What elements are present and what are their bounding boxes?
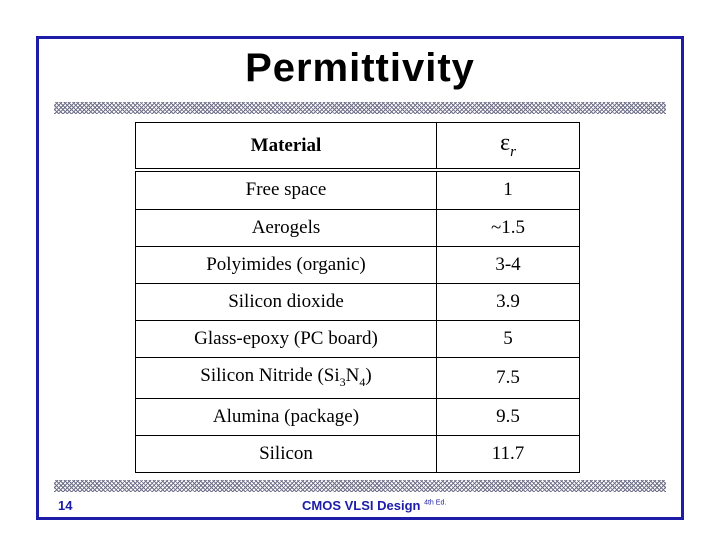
material-cell: Glass-epoxy (PC board) <box>136 320 437 357</box>
table-row <box>136 209 580 246</box>
footer-main-text: CMOS VLSI Design <box>302 498 421 513</box>
value-cell: 9.5 <box>437 399 580 436</box>
table-row <box>136 320 580 357</box>
top-divider <box>54 102 666 114</box>
table-row <box>136 170 580 209</box>
value-cell: 3.9 <box>437 283 580 320</box>
bottom-divider <box>54 480 666 492</box>
material-text: Silicon Nitride (Si <box>200 365 340 387</box>
value-cell: ~1.5 <box>437 209 580 246</box>
value-cell: 7.5 <box>437 357 580 398</box>
footer-course-title <box>302 498 446 513</box>
material-cell: Aerogels <box>136 209 437 246</box>
slide-title: Permittivity <box>245 46 475 90</box>
subscript: 4 <box>359 375 366 390</box>
value-cell: 11.7 <box>437 435 580 472</box>
table-row <box>136 399 580 436</box>
table-row <box>136 246 580 283</box>
page-number: 14 <box>58 498 73 513</box>
material-text: ) <box>365 365 372 387</box>
permittivity-table <box>135 122 580 473</box>
table-row <box>136 283 580 320</box>
material-cell: Alumina (package) <box>136 399 437 436</box>
value-cell: 1 <box>437 170 580 209</box>
material-cell: Silicon dioxide <box>136 283 437 320</box>
epsilon-subscript: r <box>510 143 516 160</box>
subscript: 3 <box>339 375 346 390</box>
material-cell: Polyimides (organic) <box>136 246 437 283</box>
header-material: Material <box>136 123 437 171</box>
table-header-row <box>136 123 580 171</box>
table-row <box>136 435 580 472</box>
table-row <box>136 357 580 398</box>
epsilon-symbol: ε <box>500 130 511 157</box>
value-cell: 5 <box>437 320 580 357</box>
value-cell: 3-4 <box>437 246 580 283</box>
material-text: N <box>345 365 360 387</box>
material-cell: Silicon <box>136 435 437 472</box>
header-permittivity <box>437 123 580 171</box>
material-cell <box>136 357 437 398</box>
footer-edition: 4th Ed. <box>424 499 447 507</box>
material-cell: Free space <box>136 170 437 209</box>
